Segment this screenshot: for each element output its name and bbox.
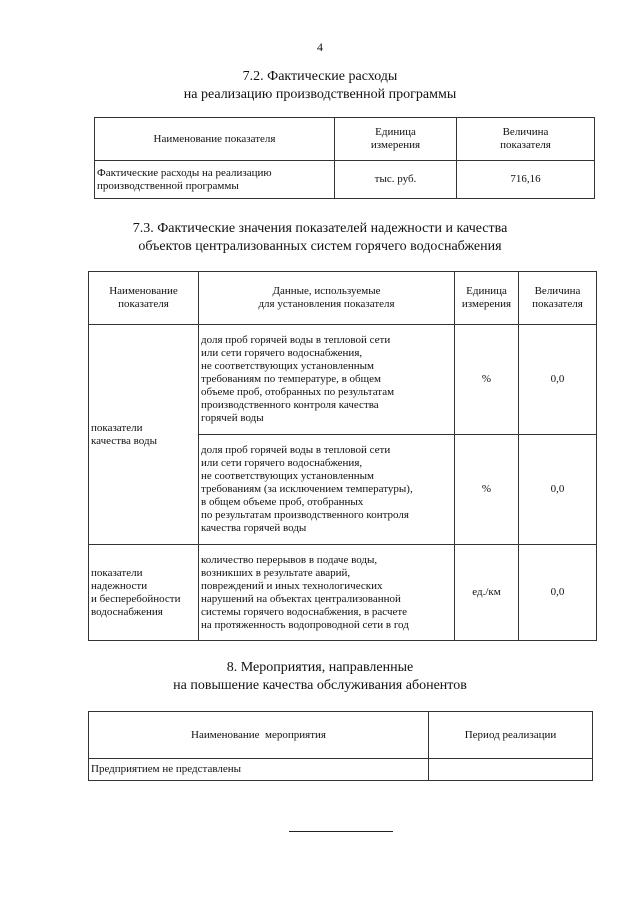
row-value: 0,0: [519, 325, 597, 435]
row-name: Фактические расходы на реализацию производственной программы: [95, 161, 335, 199]
table-7-2: [94, 117, 595, 199]
table-7-3: [88, 271, 597, 641]
row-period: [429, 759, 593, 781]
title-line: на реализацию производственной программы: [183, 87, 457, 102]
row-value: 716,16: [457, 161, 595, 199]
header-unit: Единица измерения: [335, 118, 457, 161]
row-value: 0,0: [519, 435, 597, 545]
table-row: [95, 161, 595, 199]
title-line: 8. Мероприятия, направленные: [226, 660, 414, 675]
header-unit: Единица измерения: [455, 272, 519, 325]
header-value: Величина показателя: [519, 272, 597, 325]
header-activity: Наименование мероприятия: [89, 712, 429, 759]
header-data: Данные, используемые для установления показателя: [199, 272, 455, 325]
group-name-water-quality: показатели качества воды: [89, 325, 199, 545]
row-unit: %: [455, 435, 519, 545]
title-line: объектов централизованных систем горячего водоснабжения: [138, 239, 502, 254]
table-row: [89, 325, 597, 435]
title-line: 7.2. Фактические расходы: [242, 69, 398, 84]
table-header-row: [89, 712, 593, 759]
row-unit: ед./км: [455, 545, 519, 641]
header-value: Величина показателя: [457, 118, 595, 161]
header-name: Наименование показателя: [89, 272, 199, 325]
table-header-row: [95, 118, 595, 161]
row-activity: Предприятием не представлены: [89, 759, 429, 781]
row-unit: %: [455, 325, 519, 435]
section-7-2-title: [0, 68, 640, 104]
table-row: [89, 545, 597, 641]
section-8-title: [0, 659, 640, 695]
table-header-row: [89, 272, 597, 325]
title-line: 7.3. Фактические значения показателей надежности и качества: [132, 221, 508, 236]
table-8: [88, 711, 593, 781]
footer-rule: [289, 831, 393, 832]
page-number: 4: [317, 40, 323, 54]
row-data: количество перерывов в подаче воды, возникших в результате аварий, повреждений и иных технологических нарушений на объектах централизованной системы горячего водоснабжения, в расчете на протяженность водопроводной сети в год: [199, 545, 455, 641]
table-row: [89, 759, 593, 781]
row-value: 0,0: [519, 545, 597, 641]
row-data: доля проб горячей воды в тепловой сети или сети горячего водоснабжения, не соответствующих установленным требованиям по температуре, в общем объеме проб, отобранных по результатам производственного контроля качества горячей воды: [199, 325, 455, 435]
header-name: Наименование показателя: [95, 118, 335, 161]
row-data: доля проб горячей воды в тепловой сети или сети горячего водоснабжения, не соответствующих установленным требованиям (за исключением температуры), в общем объеме проб, отобранных по результатам производственного контроля качества горячей воды: [199, 435, 455, 545]
header-period: Период реализации: [429, 712, 593, 759]
group-name-reliability: показатели надежности и бесперебойности водоснабжения: [89, 545, 199, 641]
section-7-3-title: [0, 220, 640, 256]
row-unit: тыс. руб.: [335, 161, 457, 199]
title-line: на повышение качества обслуживания абонентов: [173, 678, 467, 693]
